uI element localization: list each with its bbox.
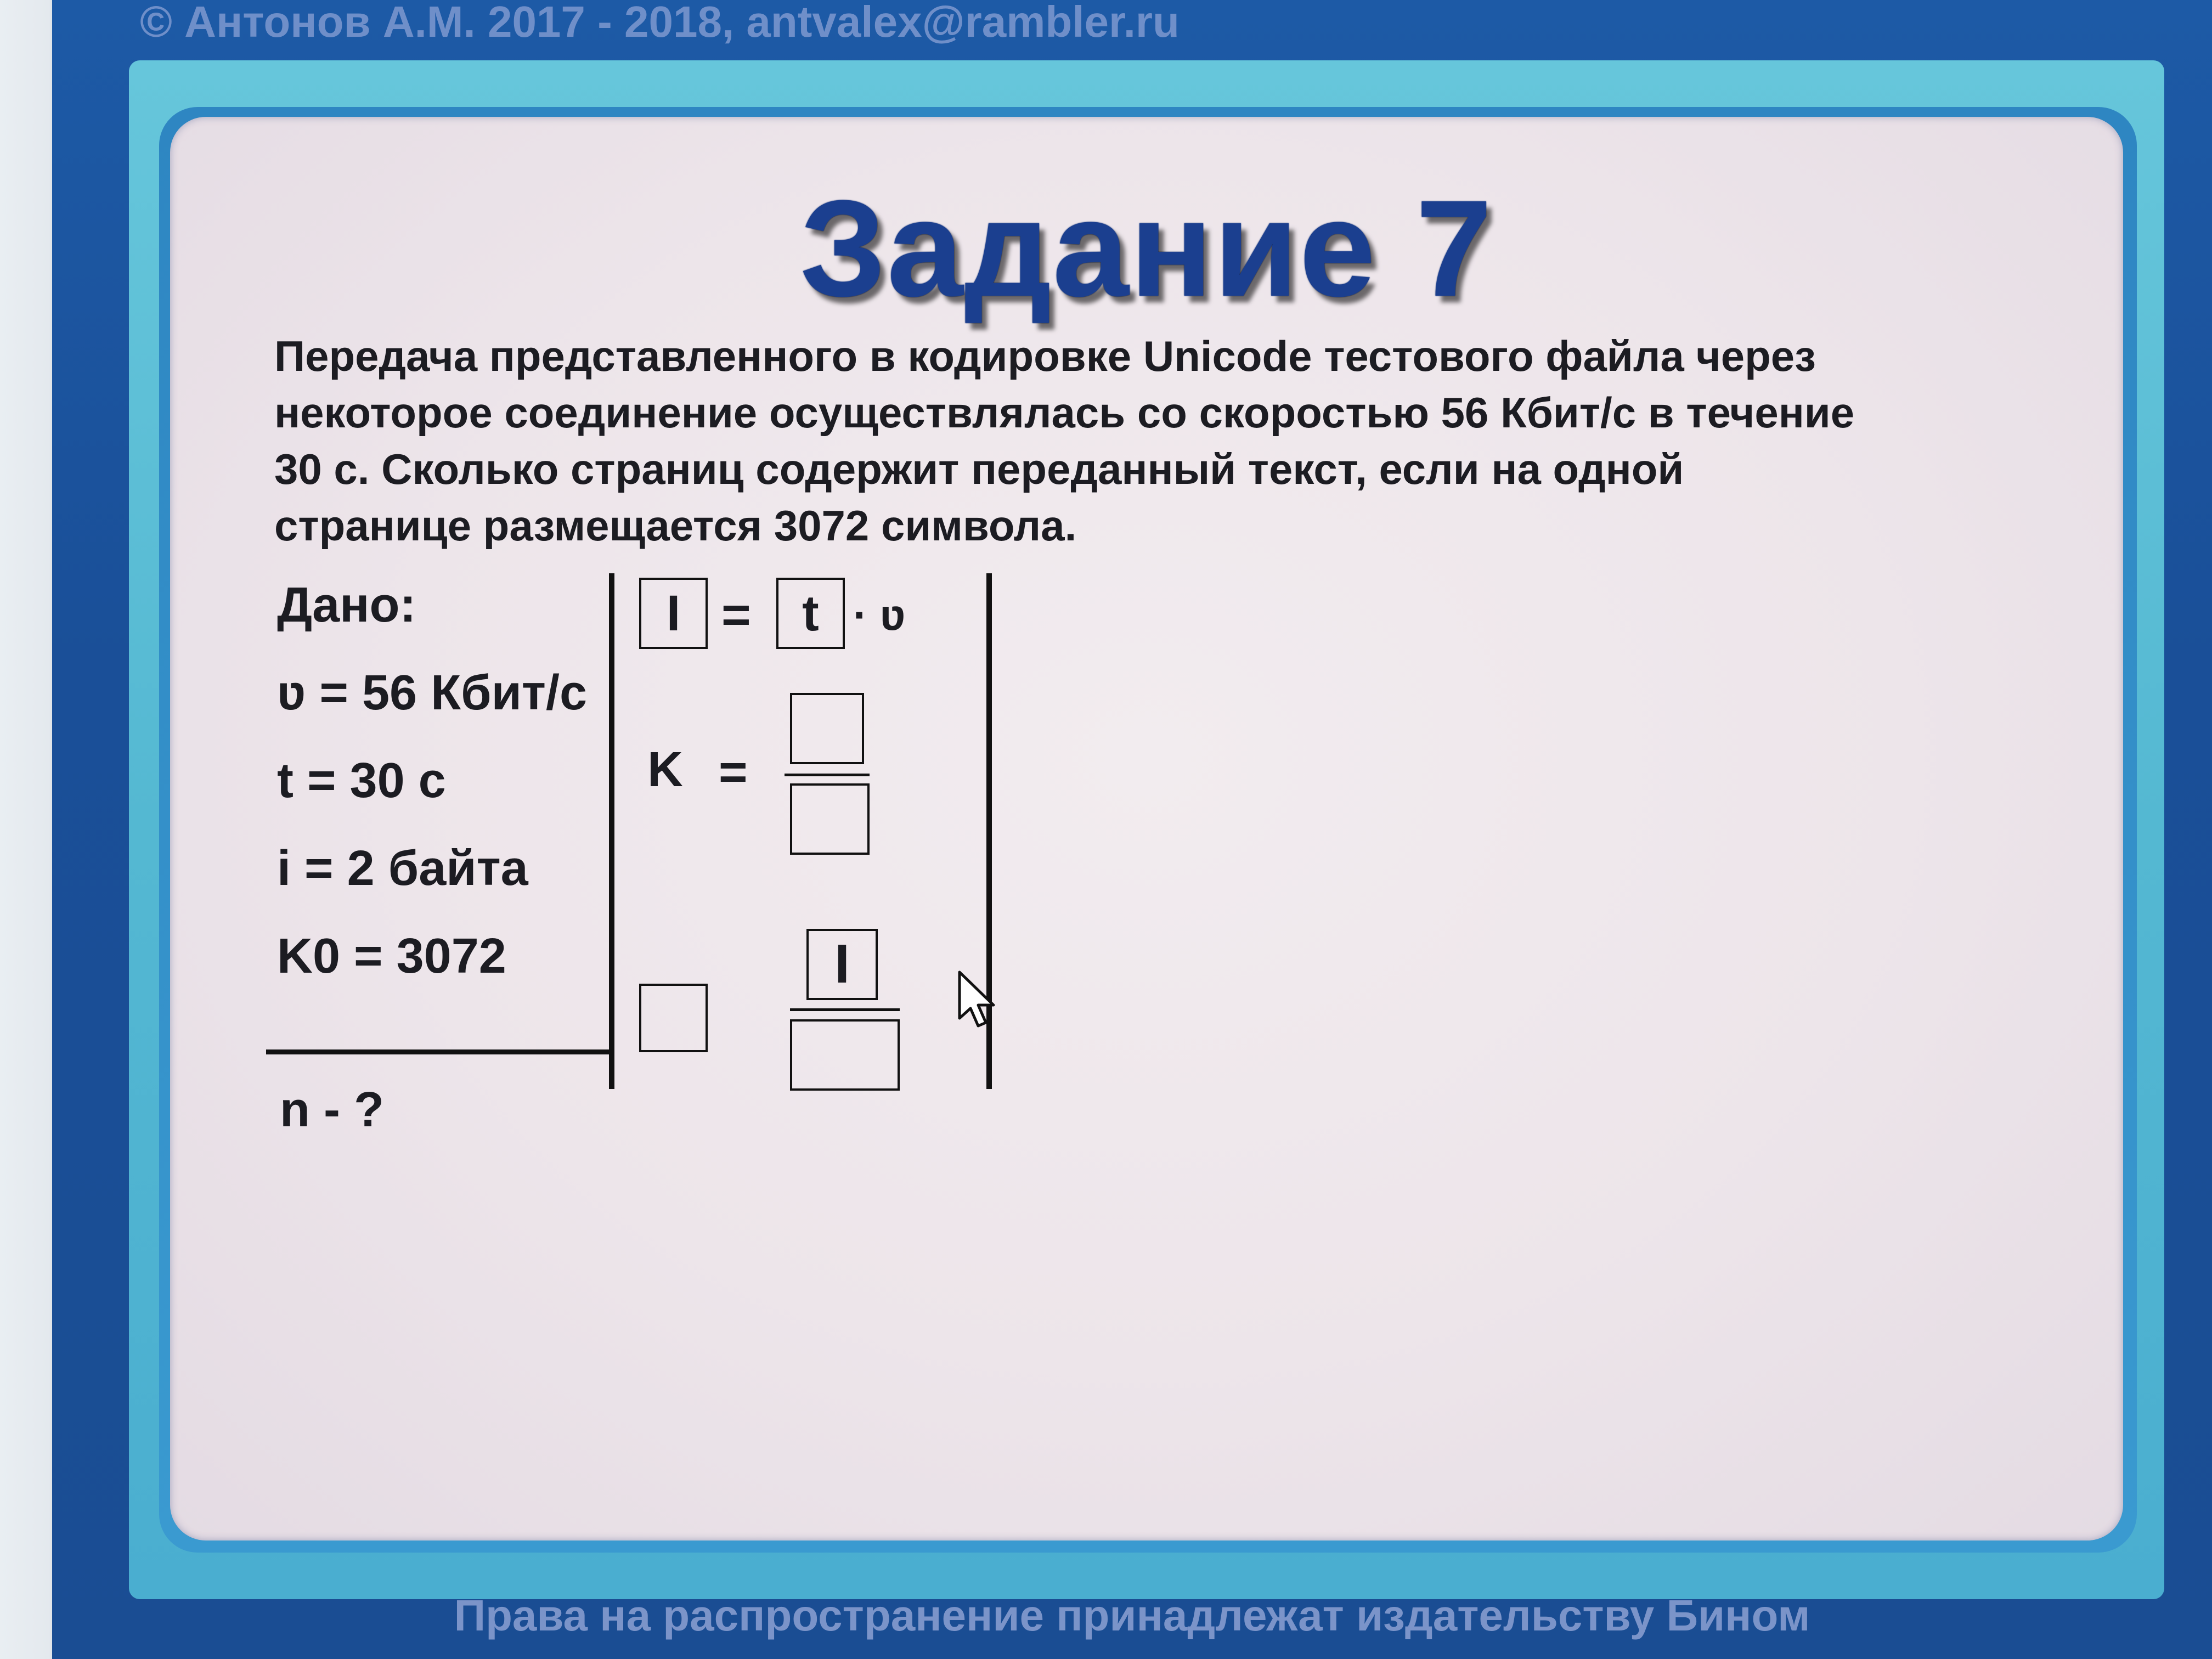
formula2-numerator-box — [790, 693, 864, 764]
given-time: t = 30 с — [277, 753, 446, 808]
formula1-t-box: t — [776, 578, 845, 649]
problem-line: Передача представленного в кодировке Unicode тестового файла через — [274, 332, 1816, 380]
mouse-pointer-icon — [957, 970, 1001, 1030]
formula2-denominator-box — [790, 783, 870, 855]
given-unknown: n - ? — [280, 1082, 384, 1137]
formula3-denominator-box — [790, 1019, 900, 1091]
problem-line: странице размещается 3072 символа. — [274, 501, 1077, 550]
slide-frame-inner — [159, 107, 2137, 1553]
formula2-fraction-bar — [785, 774, 870, 776]
formula1-equals: = — [721, 587, 751, 643]
given-divider — [266, 1049, 612, 1054]
given-heading: Дано: — [277, 578, 416, 633]
problem-line: некоторое соединение осуществлялась со скоростью 56 Кбит/с в течение — [274, 388, 1855, 437]
slide-frame — [129, 60, 2164, 1599]
given-speed: ʋ = 56 Кбит/с — [277, 665, 588, 720]
formula2-equals: = — [719, 745, 748, 800]
solution-left-rule — [609, 573, 614, 1089]
formula2-k: K — [647, 742, 683, 797]
problem-line: 30 с. Сколько страниц содержит переданный текст, если на одной — [274, 445, 1684, 493]
slide-title: Задание 7 — [800, 172, 1493, 325]
formula3-fraction-bar — [790, 1008, 900, 1011]
formula1-i-box: I — [639, 578, 708, 649]
formula3-lhs-box — [639, 984, 708, 1052]
formula1-tail: · ʋ — [853, 590, 906, 639]
footer-text: Права на распространение принадлежат издательству Бином — [454, 1591, 1810, 1640]
problem-statement — [274, 328, 2057, 554]
formula3-numerator-box: I — [806, 929, 878, 1000]
monitor-screen — [52, 0, 2212, 1659]
slide-content — [170, 117, 2123, 1541]
copyright-text: © Антонов А.М. 2017 - 2018, antvalex@rambler.ru — [140, 0, 1180, 46]
given-bits: i = 2 байта — [277, 841, 528, 896]
given-k0: K0 = 3072 — [277, 929, 506, 984]
